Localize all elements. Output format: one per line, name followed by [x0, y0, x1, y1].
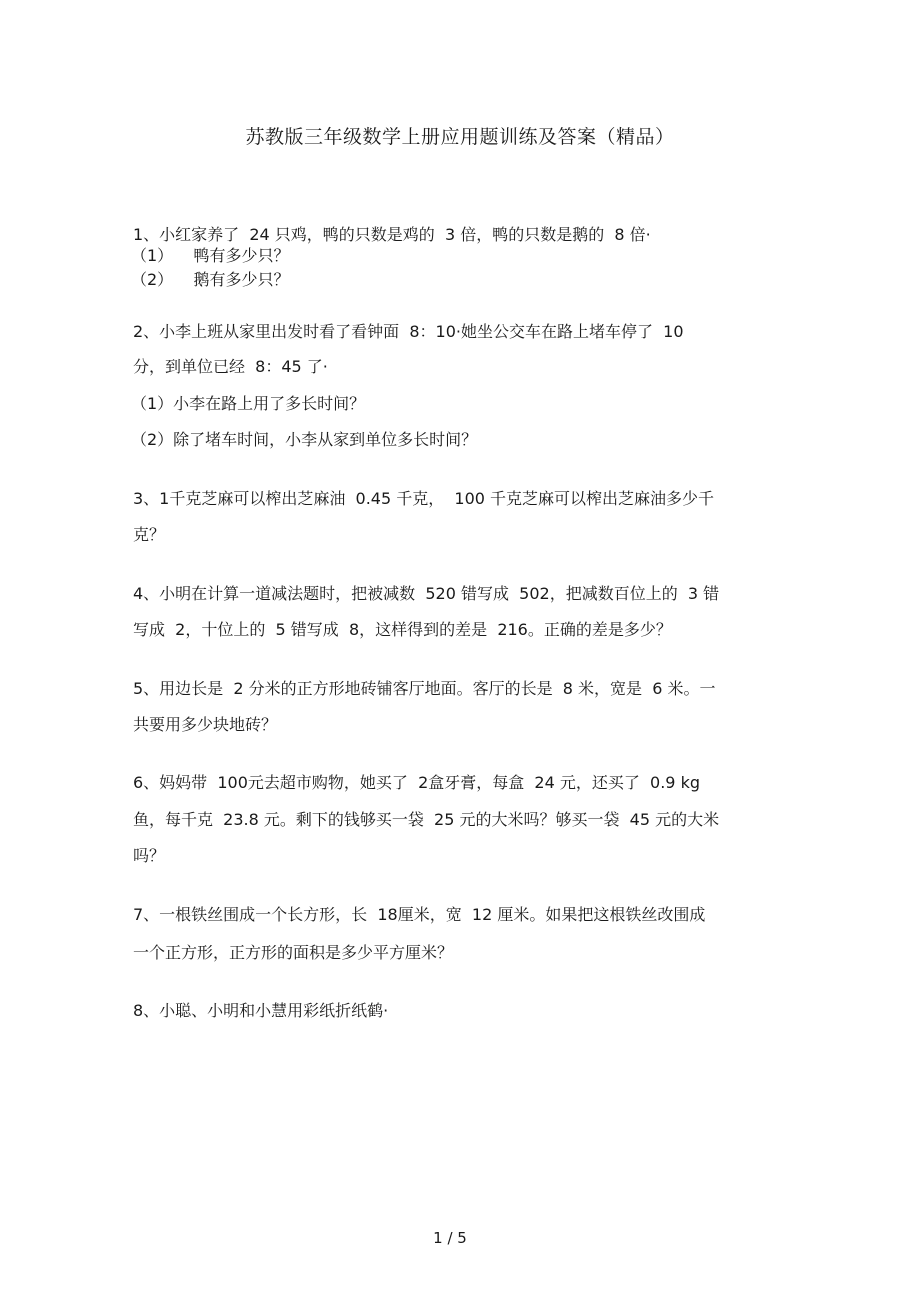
problem-7-line-2: 一个正方形，正方形的面积是多少平方厘米？: [133, 943, 454, 962]
problem-5-line-1: 5、用边长是 2 分米的正方形地砖铺客厅地面。客厅的长是 8 米，宽是 6 米。一: [133, 679, 716, 698]
problem-2-sub-2: （2）除了堵车时间，小李从家到单位多长时间？: [131, 430, 478, 449]
problem-8-line-1: 8、小聪、小明和小慧用彩纸折纸鹤·: [133, 1001, 389, 1020]
problem-1-sub-2: （2） 鹅有多少只？: [131, 270, 290, 289]
problem-1-line-1: 1、小红家养了 24 只鸡，鸭的只数是鸡的 3 倍，鸭的只数是鹅的 8 倍·: [133, 225, 651, 244]
problem-2-line-2: 分，到单位已经 8：45 了·: [133, 357, 328, 376]
problem-3-line-1: 3、1千克芝麻可以榨出芝麻油 0.45 千克， 100 千克芝麻可以榨出芝麻油多少千: [133, 489, 715, 508]
page-number: 1 / 5: [433, 1229, 467, 1247]
problem-4-line-1: 4、小明在计算一道减法题时，把被减数 520 错写成 502，把减数百位上的 3 错: [133, 584, 720, 603]
problem-1-sub-1: （1） 鸭有多少只？: [131, 246, 290, 265]
problem-4-line-2: 写成 2，十位上的 5 错写成 8，这样得到的差是 216。正确的差是多少？: [133, 620, 672, 639]
page-title: 苏教版三年级数学上册应用题训练及答案（精品）: [245, 126, 675, 148]
problem-5-line-2: 共要用多少块地砖？: [133, 715, 278, 734]
problem-6-line-1: 6、妈妈带 100元去超市购物，她买了 2盒牙膏，每盒 24 元，还买了 0.9 kg: [133, 773, 700, 792]
problem-7-line-1: 7、一根铁丝围成一个长方形，长 18厘米，宽 12 厘米。如果把这根铁丝改围成: [133, 905, 706, 924]
problem-6-line-2: 鱼，每千克 23.8 元。剩下的钱够买一袋 25 元的大米吗？够买一袋 45 元的大米: [133, 810, 720, 829]
problem-2-sub-1: （1）小李在路上用了多长时间？: [131, 394, 366, 413]
problem-2-line-1: 2、小李上班从家里出发时看了看钟面 8：10·她坐公交车在路上堵车停了 10: [133, 322, 684, 341]
problem-3-line-2: 克？: [133, 525, 166, 544]
problem-6-line-3: 吗？: [133, 846, 166, 865]
